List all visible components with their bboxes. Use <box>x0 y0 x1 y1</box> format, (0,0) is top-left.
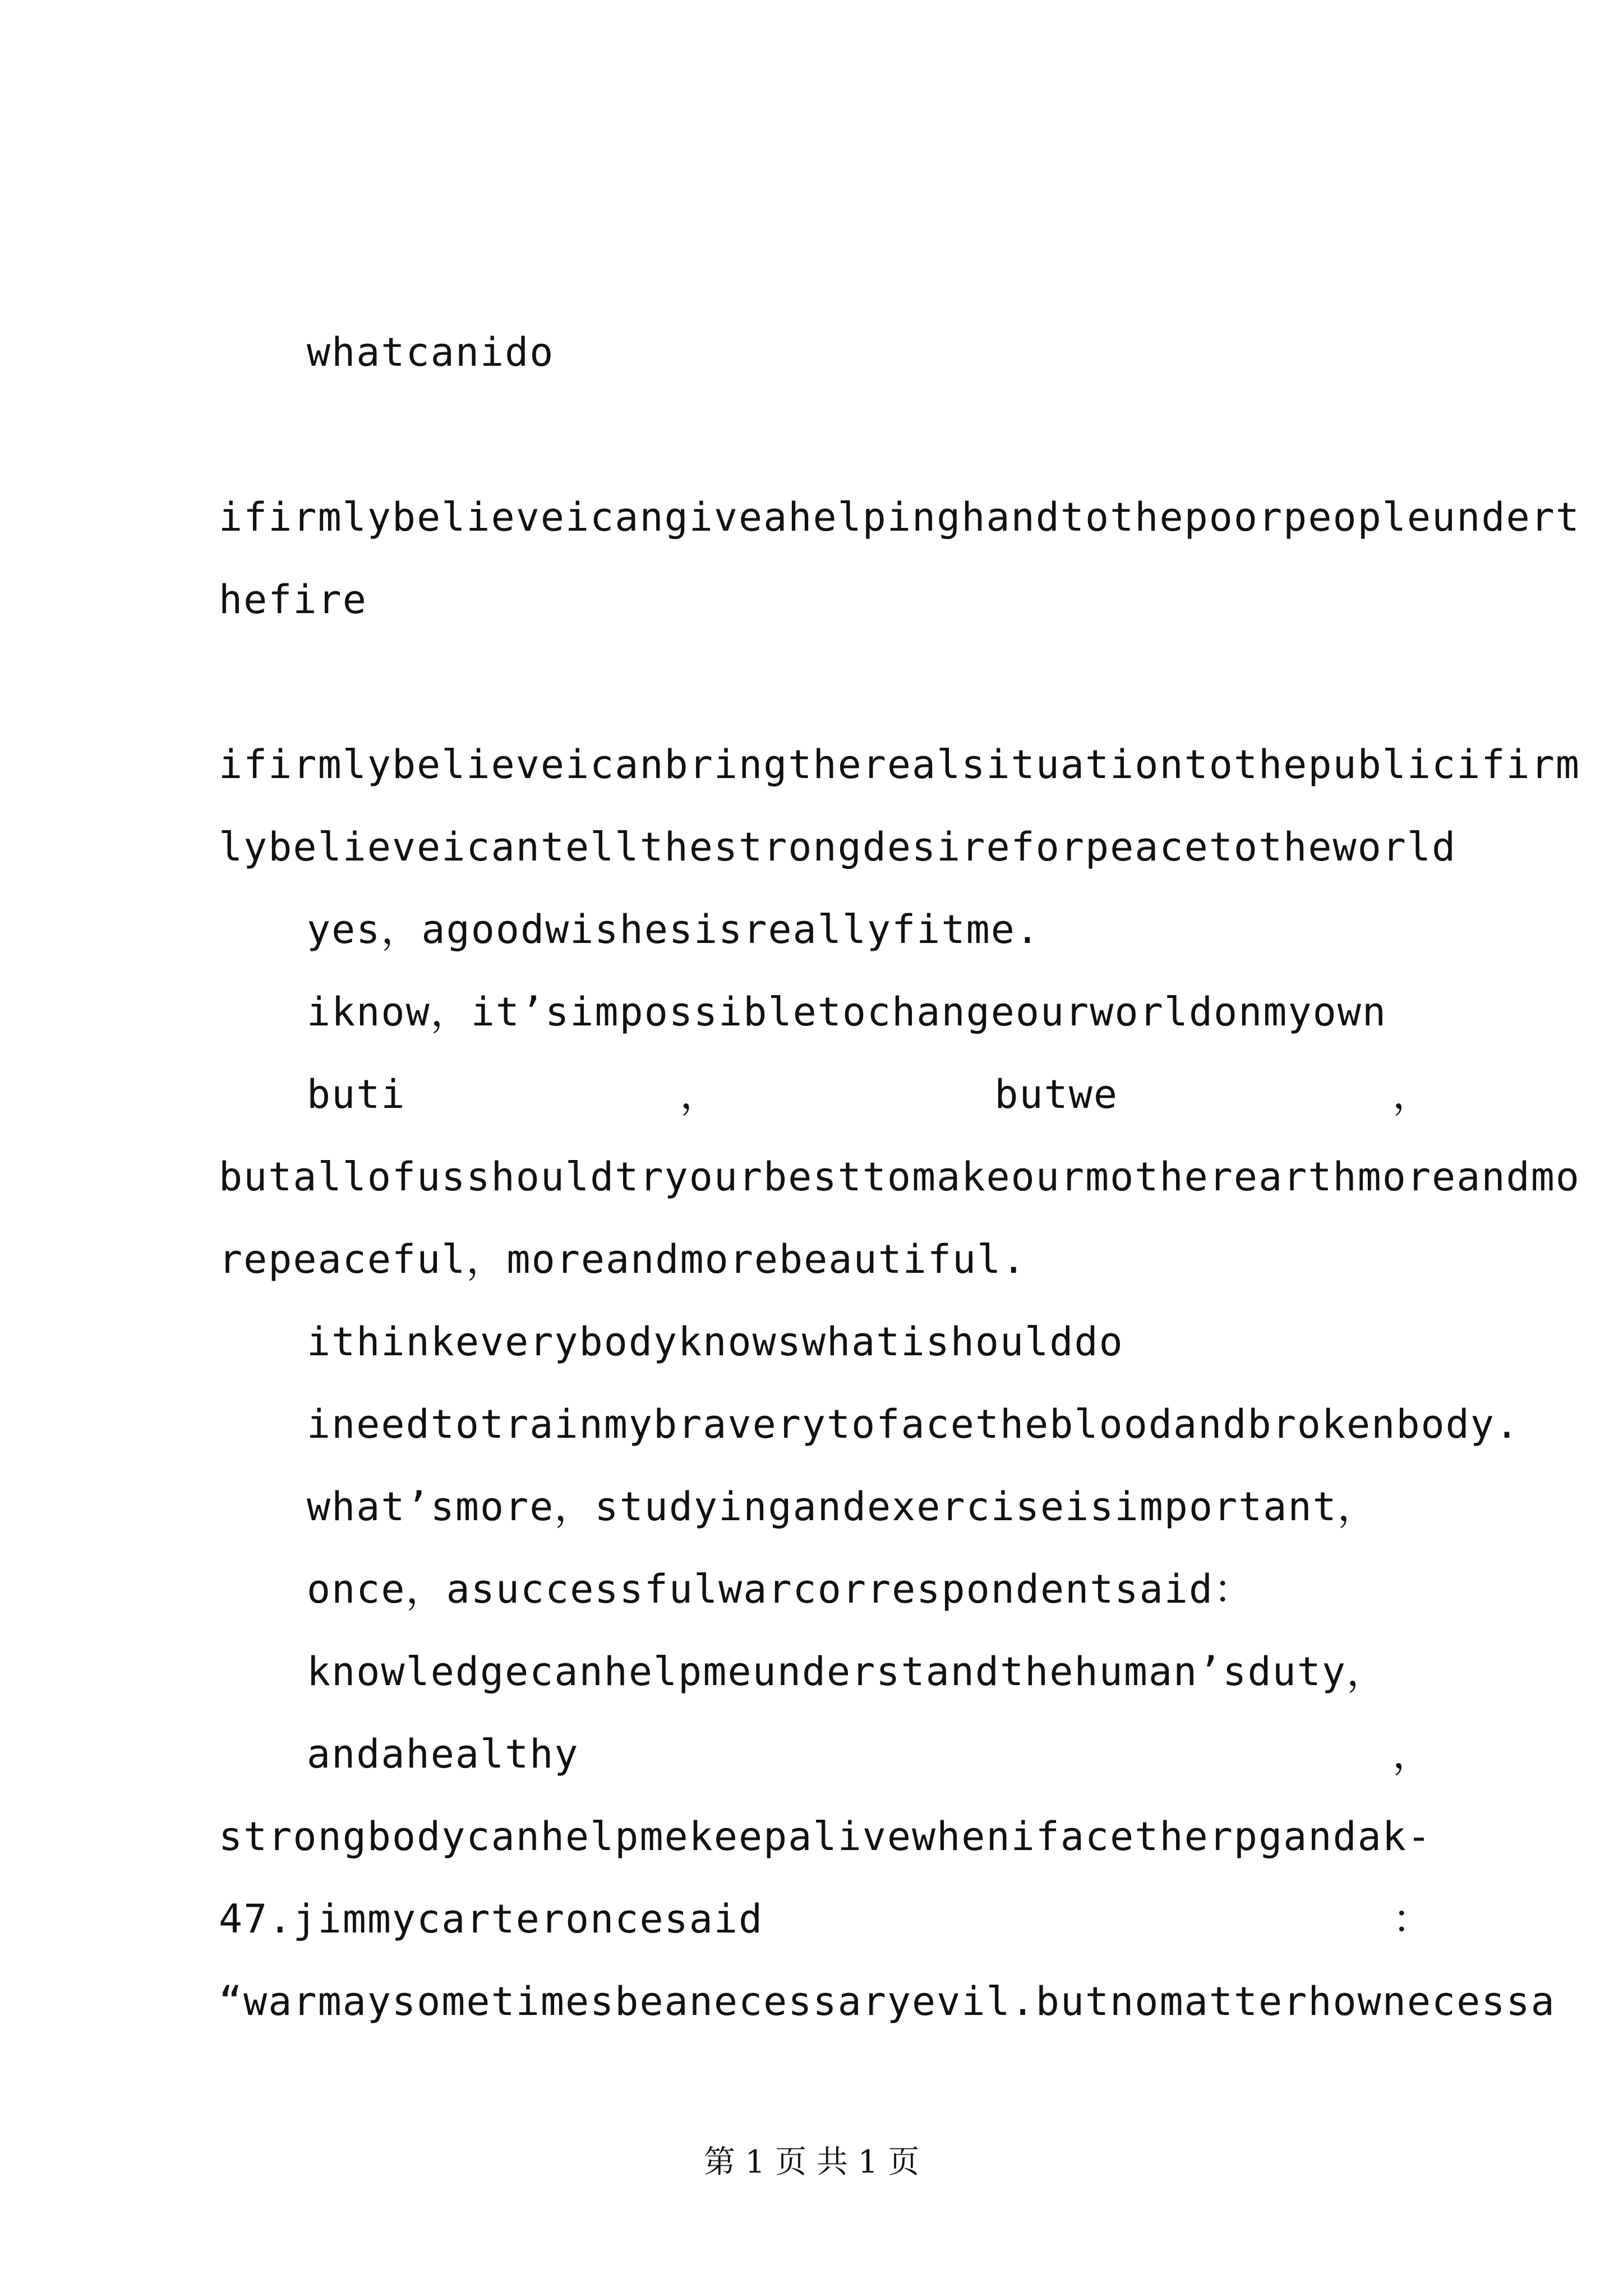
paragraph-line: repeaceful，moreandmorebeautiful. <box>219 1236 1027 1282</box>
text-fragment: ： <box>1393 1896 1433 1942</box>
paragraph-line: “warmaysometimesbeanecessaryevil.butnomatterhownecessa <box>219 1978 1556 2024</box>
paragraph-line <box>219 1713 1433 1796</box>
paragraph-line: what’smore，studyingandexerciseisimportant， <box>307 1484 1378 1530</box>
paragraph-line: ifirmlybelieveicangiveahelpinghandtothepoorpeopleundert <box>219 494 1580 540</box>
paragraph-line: iknow，it’simpossibletochangeourworldonmyown <box>307 989 1387 1035</box>
paragraph-line: ifirmlybelieveicanbringtherealsituationtothepublicifirm <box>219 742 1580 788</box>
paragraph-line: butallofusshouldtryourbesttomakeourmotherearthmoreandmo <box>219 1154 1580 1200</box>
paragraph-line: hefire <box>219 577 367 623</box>
page-number-footer: 第 1 页 共 1 页 <box>703 2144 920 2180</box>
text-fragment: butwe <box>994 1071 1119 1117</box>
text-fragment: buti <box>307 1071 406 1117</box>
paragraph-line <box>219 1878 1433 1961</box>
paragraph-line: whatcanido <box>307 329 555 375</box>
paragraph-line: ineedtotrainmybraverytofacethebloodandbrokenbody. <box>307 1401 1520 1447</box>
paragraph-line: once，asuccessfulwarcorrespondentsaid： <box>307 1566 1255 1612</box>
paragraph-line: yes，agoodwishesisreallyfitme. <box>307 907 1041 953</box>
document-body <box>219 311 1580 2043</box>
paragraph-line: strongbodycanhelpmekeepalivewhenifacetherpgandak- <box>219 1814 1432 1860</box>
text-fragment: 47.jimmycarteroncesaid <box>219 1896 764 1942</box>
paragraph-line: ithinkeverybodyknowswhatishoulddo <box>307 1319 1124 1365</box>
text-fragment: andahealthy <box>307 1731 579 1777</box>
paragraph-line: lybelieveicantellthestrongdesireforpeacetotheworld <box>219 824 1457 870</box>
paragraph-line <box>219 1053 1433 1136</box>
text-fragment: ， <box>1392 1071 1433 1117</box>
paragraph-line: knowledgecanhelpmeunderstandthehuman’sduty， <box>307 1649 1387 1695</box>
text-fragment: ， <box>680 1071 721 1117</box>
text-fragment: ， <box>1393 1731 1433 1777</box>
